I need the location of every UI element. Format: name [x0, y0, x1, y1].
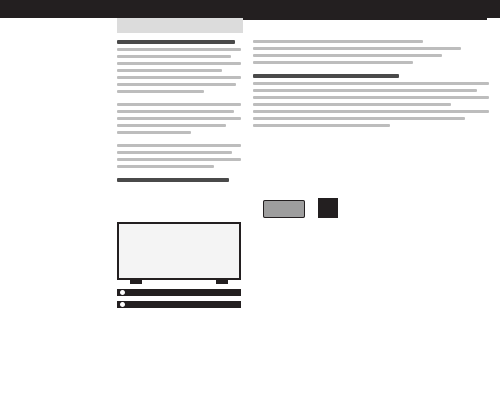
- port-strip-bottom: [117, 301, 241, 308]
- section-heading-band: [117, 18, 243, 33]
- port-callout-marker-bottom: [119, 301, 126, 308]
- left-text-column: [117, 40, 241, 186]
- antenna-plug-illustration: [263, 200, 305, 218]
- page-header-bar: [0, 0, 500, 18]
- port-callout-marker-top: [119, 289, 126, 296]
- right-text-column: [253, 40, 489, 131]
- antenna-socket-illustration: [318, 198, 338, 218]
- port-strip-top: [117, 289, 241, 296]
- tv-rear-panel-illustration: [117, 222, 241, 280]
- tv-stand-left: [130, 280, 142, 284]
- tv-stand-right: [216, 280, 228, 284]
